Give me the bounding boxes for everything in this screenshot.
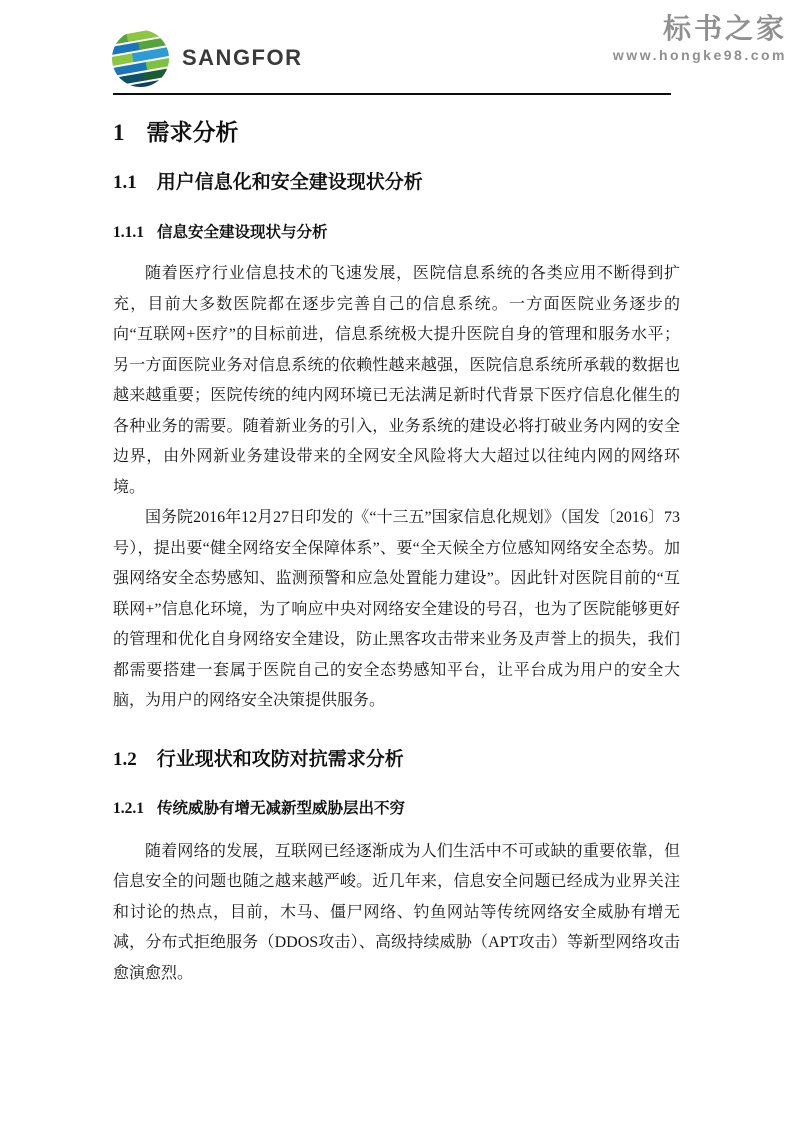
heading-1-2-1-number: 1.2.1 — [113, 799, 144, 817]
heading-1-1 — [113, 170, 680, 195]
brand-name: SANGFOR — [182, 45, 303, 70]
watermark-url: www.hongke98.com — [612, 47, 787, 64]
watermark-title: 标书之家 — [662, 13, 787, 44]
heading-1-2-1 — [113, 798, 680, 819]
heading-1-2 — [113, 747, 680, 772]
paragraph-2: 国务院2016年12月27日印发的《“十三五”国家信息化规划》（国发〔2016〕73号），提出要“健全网络安全保障体系”、要“全天候全方位感知网络安全态势。加强网络安全态势感知、监测预警和应急处置能力建设”。因此针对医院目前的“互联网+”信息化环境，为了响应中央对网络安全建设的号召，也为了医院能够更好的管理和优化自身网络安全建设，防止黑客攻击带来业务及声誉上的损失，我们都需要搭建一套属于医院自己的安全态势感知平台，让平台成为用户的安全大脑，为用户的网络安全决策提供服务。 — [113, 509, 680, 709]
globe-icon — [111, 29, 170, 88]
heading-1-2-number: 1.2 — [113, 748, 137, 770]
heading-1 — [113, 117, 680, 148]
heading-1-1-number: 1.1 — [113, 172, 137, 193]
paragraph-1: 随着医疗行业信息技术的飞速发展，医院信息系统的各类应用不断得到扩充，目前大多数医院都在逐步完善自己的信息系统。一方面医院业务逐步的向“互联网+医疗”的目标前进，信息系统极大提升医院自身的管理和服务水平；另一方面医院业务对信息系统的依赖性越来越强，医院信息系统所承载的数据也越来越重要；医院传统的纯内网环境已无法满足新时代背景下医疗信息化催生的各种业务的需要。随着新业务的引入，业务系统的建设必将打破业务内网的安全边界，由外网新业务建设带来的全网安全风险将大大超过以往纯内网的网络环境。 — [113, 265, 680, 496]
heading-1-1-1-title: 信息安全建设现状与分析 — [157, 224, 328, 241]
heading-1-title: 需求分析 — [146, 119, 239, 145]
heading-1-number: 1 — [113, 120, 125, 145]
heading-1-1-title: 用户信息化和安全建设现状分析 — [156, 172, 423, 193]
sangfor-globe-logo — [111, 29, 170, 88]
watermark — [613, 13, 787, 63]
heading-1-1-1 — [113, 222, 680, 243]
paragraph-3: 随着网络的发展，互联网已经逐渐成为人们生活中不可或缺的重要依靠，但信息安全的问题也随之越来越严峻。近几年来，信息安全问题已经成为业界关注和讨论的热点，目前，木马、僵尸网络、钓鱼网站等传统网络安全威胁有增无减，分布式拒绝服务（DDOS攻击）、高级持续威胁（APT攻击）等新型网络攻击愈演愈烈。 — [113, 842, 680, 982]
heading-1-2-1-title: 传统威胁有增无减新型威胁层出不穷 — [157, 799, 406, 817]
document-content — [113, 95, 680, 989]
heading-1-2-title: 行业现状和攻防对抗需求分析 — [156, 748, 404, 770]
heading-1-1-1-number: 1.1.1 — [113, 224, 144, 241]
